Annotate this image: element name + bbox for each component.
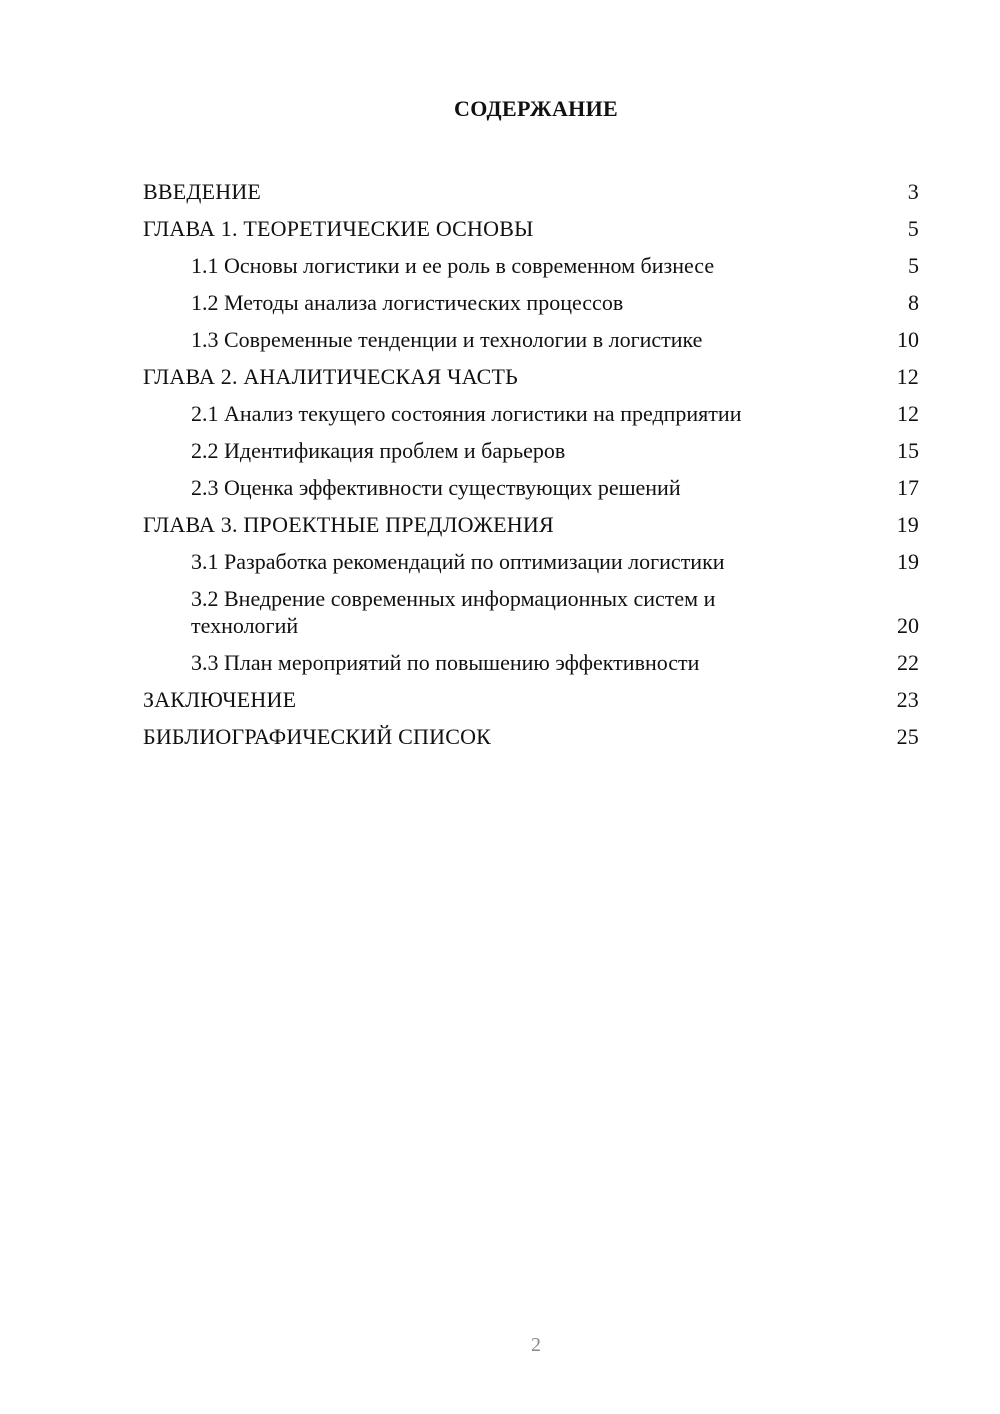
toc-entry-section-3-2[interactable] <box>143 575 919 639</box>
toc-entry-page: 10 <box>897 327 919 352</box>
toc-entry-label: ГЛАВА 1. ТЕОРЕТИЧЕСКИЕ ОСНОВЫ <box>143 216 534 241</box>
toc-entry-label: ГЛАВА 3. ПРОЕКТНЫЕ ПРЕДЛОЖЕНИЯ <box>143 512 554 537</box>
toc-entry-page: 5 <box>908 253 919 278</box>
toc-entry-chapter-3[interactable] <box>143 501 919 538</box>
toc-entry-page: 12 <box>896 364 919 389</box>
toc-entry-label: ВВЕДЕНИЕ <box>143 179 262 204</box>
toc-entry-section-3-1[interactable] <box>143 538 919 575</box>
toc-entry-page: 17 <box>897 475 919 500</box>
toc-entry-label: БИБЛИОГРАФИЧЕСКИЙ СПИСОК <box>143 724 492 749</box>
toc-entry-introduction[interactable] <box>143 168 919 205</box>
toc-entry-section-2-2[interactable] <box>143 427 919 464</box>
toc-entry-page: 5 <box>907 216 919 241</box>
toc-entry-section-1-3[interactable] <box>143 316 919 353</box>
toc-entry-label: 3.3 План мероприятий по повышению эффективности <box>191 650 700 675</box>
toc-entry-page: 3 <box>907 179 919 204</box>
toc-entry-label: 1.3 Современные тенденции и технологии в логистике <box>191 327 703 352</box>
toc-entry-chapter-1[interactable] <box>143 205 919 242</box>
toc-entry-label: ЗАКЛЮЧЕНИЕ <box>143 687 297 712</box>
toc-entry-page: 25 <box>896 724 919 749</box>
toc-entry-page: 12 <box>897 401 919 426</box>
toc-entry-label: ГЛАВА 2. АНАЛИТИЧЕСКАЯ ЧАСТЬ <box>143 364 518 389</box>
toc-entry-page: 19 <box>896 512 919 537</box>
toc-entry-section-3-3[interactable] <box>143 639 919 676</box>
toc-entry-page: 20 <box>897 613 919 638</box>
toc-entry-label: 2.1 Анализ текущего состояния логистики на предприятии <box>191 401 742 426</box>
toc-entry-section-2-1[interactable] <box>143 390 919 427</box>
toc-entry-chapter-2[interactable] <box>143 353 919 390</box>
toc-entry-label: 2.2 Идентификация проблем и барьеров <box>191 438 566 463</box>
toc-entry-page: 19 <box>897 549 919 574</box>
toc-entry-section-2-3[interactable] <box>143 464 919 501</box>
table-of-contents <box>143 168 919 750</box>
toc-entry-label: 3.1 Разработка рекомендаций по оптимизации логистики <box>191 549 725 574</box>
toc-entry-label: 1.1 Основы логистики и ее роль в современном бизнесе <box>191 253 715 278</box>
toc-entry-page: 22 <box>897 650 919 675</box>
toc-entry-page: 23 <box>896 687 919 712</box>
page-number: 2 <box>531 1334 541 1356</box>
toc-entry-label: 3.2 Внедрение современных информационных систем и технологий <box>191 586 716 638</box>
toc-entry-label: 2.3 Оценка эффективности существующих решений <box>191 475 681 500</box>
toc-entry-section-1-1[interactable] <box>143 242 919 279</box>
toc-entry-conclusion[interactable] <box>143 676 919 713</box>
toc-entry-bibliography[interactable] <box>143 713 919 750</box>
toc-entry-page: 15 <box>897 438 919 463</box>
toc-entry-page: 8 <box>908 290 919 315</box>
toc-title: СОДЕРЖАНИЕ <box>454 96 618 121</box>
toc-entry-label: 1.2 Методы анализа логистических процессов <box>191 290 624 315</box>
toc-entry-section-1-2[interactable] <box>143 279 919 316</box>
